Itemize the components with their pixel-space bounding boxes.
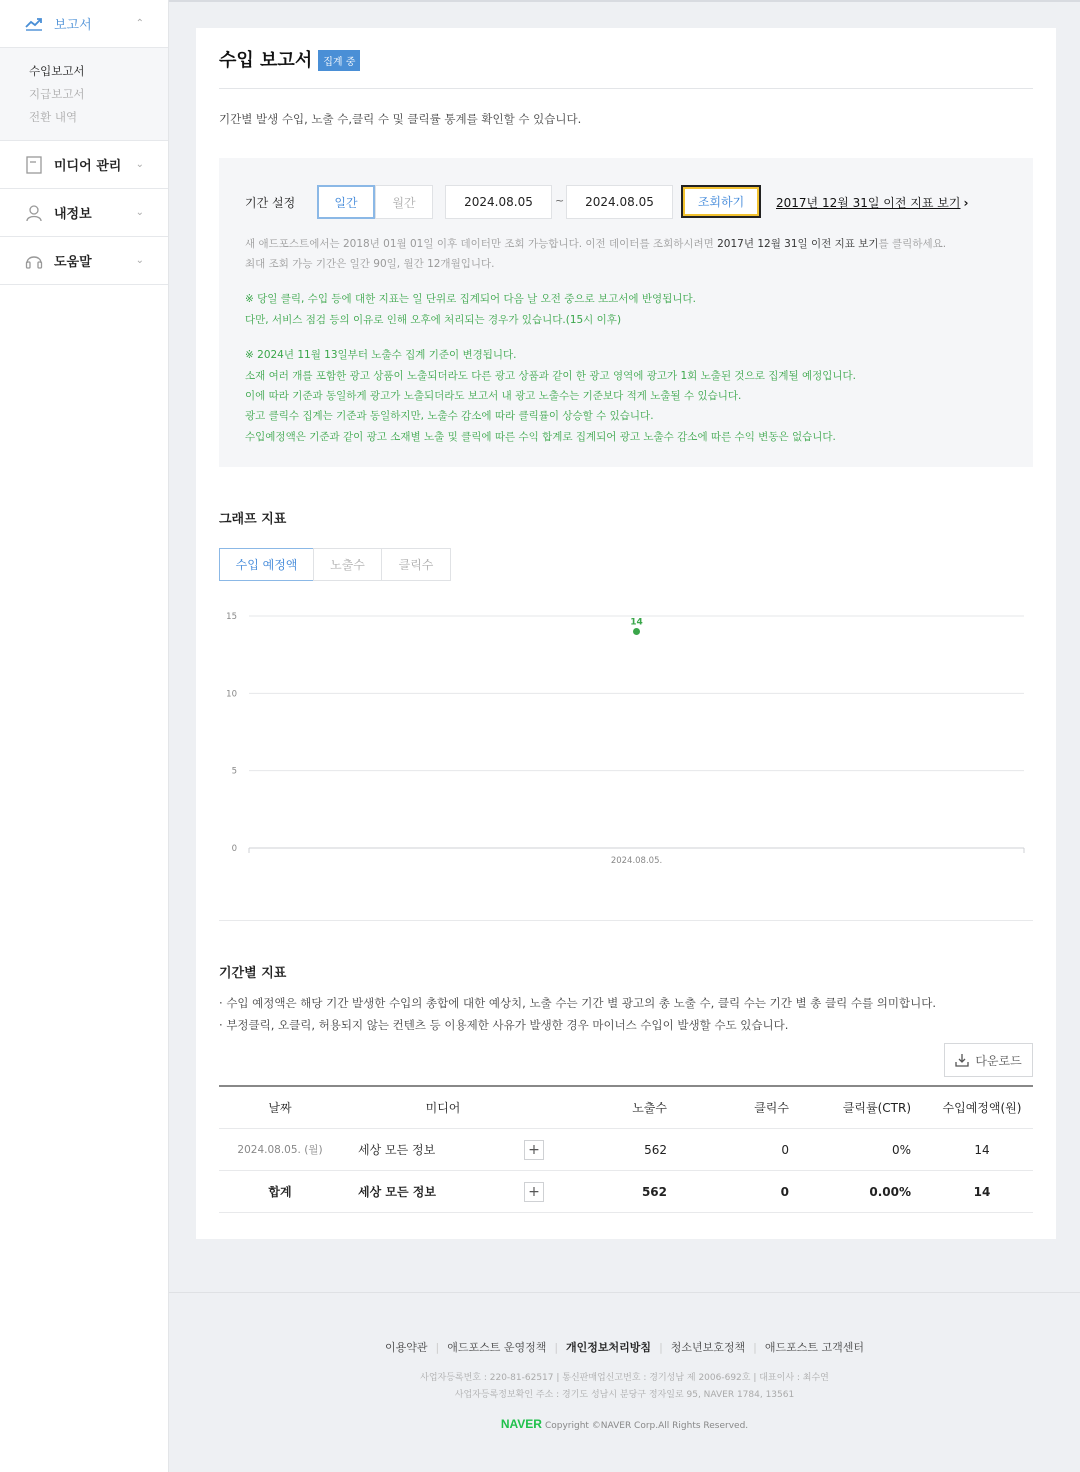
note-text: 새 애드포스트에서는 2018년 01월 01일 이후 데이터만 조회 가능합니다. 이전 데이터를 조회하시려면 [245,238,718,250]
cell-clicks: 0 [781,1142,789,1157]
col-header-media: 미디어 [425,1101,461,1115]
sidebar-item-label: 도움말 [54,255,92,270]
submenu-revenue-report[interactable]: 수입보고서 [29,64,85,78]
cell-ctr: 0% [891,1142,911,1157]
expand-plus-button[interactable]: + [524,1140,544,1160]
sidebar-item-help[interactable] [0,237,168,285]
cell-date: 2024.08.05. (월) [237,1144,323,1156]
revenue-chart [219,603,1033,873]
sidebar-item-label: 미디어 관리 [54,159,122,174]
period-section-title: 기간별 지표 [219,966,287,981]
naver-logo: NAVER [500,1417,542,1431]
cell-impressions: 562 [644,1142,667,1157]
sidebar-item-media[interactable] [0,141,168,189]
footer [169,1292,1080,1472]
report-submenu [0,48,168,141]
chevron-down-icon: ⌄ [135,255,144,266]
download-label: 다운로드 [975,1053,1022,1068]
footer-link-youth[interactable]: 청소년보호정책 [670,1341,746,1354]
cell-revenue: 14 [973,1184,991,1199]
footer-link-policy[interactable]: 애드포스트 운영정책 [447,1341,547,1354]
info-bullet: · 수입 예정액은 해당 기간 발생한 수입의 총합에 대한 예상치, 노출 수는 기간 별 광고의 총 노출 수, 클릭 수는 기간 별 총 클릭 수를 의미합니다. [219,996,937,1010]
title-divider [219,88,1033,89]
chevron-down-icon: ⌄ [135,159,144,170]
bullet-text: 부정클릭, 오클릭, 허용되지 않는 컨텐츠 등 이용제한 사유가 발생한 경우 마이너스 수입이 발생할 수도 있습니다. [226,1018,789,1032]
footer-link-privacy[interactable]: 개인정보처리방침 [566,1341,652,1354]
start-date-input[interactable]: 2024.08.05 [445,185,552,219]
daily-toggle-button[interactable]: 일간 [317,185,375,219]
submenu-payment-report[interactable]: 지급보고서 [29,87,85,101]
note-link-text: 2017년 12월 31일 이전 지표 보기 [717,238,879,250]
cell-media: 세상 모든 정보 [358,1143,436,1157]
info-note-data-range [245,234,946,255]
note-text: 를 클릭하세요. [878,238,947,250]
main-panel [196,28,1056,1239]
y-tick-label: 10 [226,689,237,700]
chevron-down-icon: ⌄ [135,207,144,218]
cell-total-label: 합계 [268,1185,292,1199]
col-header-ctr: 클릭률(CTR) [842,1101,911,1115]
prev-metrics-link[interactable] [776,194,968,211]
query-button[interactable]: 조회하기 [681,185,761,218]
cell-ctr: 0.00% [869,1184,911,1199]
notice-line: 소재 여러 개를 포함한 광고 상품이 노출되더라도 다른 광고 상품과 같이 한 광고 영역에 광고가 1회 노출된 것으로 집계될 예정입니다. [245,370,857,382]
x-tick-label: 2024.08.05. [610,856,663,866]
y-tick-label: 15 [226,612,237,622]
document-icon [24,155,44,175]
headset-icon [24,251,44,271]
sidebar-item-report[interactable] [0,0,168,48]
sidebar-item-label: 보고서 [54,18,92,33]
graph-section-title: 그래프 지표 [219,512,287,527]
footer-link-support[interactable]: 애드포스트 고객센터 [764,1341,865,1354]
data-label: 14 [630,617,643,628]
chevron-up-icon: ⌃ [135,18,144,29]
info-bullet: · 부정클릭, 오클릭, 허용되지 않는 컨텐츠 등 이용제한 사유가 발생한 경우 마이너스 수입이 발생할 수도 있습니다. [219,1018,789,1032]
tab-revenue[interactable]: 수입 예정액 [219,548,314,581]
col-header-date: 날짜 [268,1101,292,1115]
tab-clicks[interactable]: 클릭수 [381,548,451,581]
info-note-max-period: 최대 조회 가능 기간은 일간 90일, 월간 12개월입니다. [245,258,495,270]
date-range-tilde: ~ [555,194,565,207]
person-icon [24,203,44,223]
copyright [169,1417,1080,1431]
notice-line: ※ 당일 클릭, 수입 등에 대한 지표는 일 단위로 집계되어 다음 날 오전 중으로 보고서에 반영됩니다. [245,293,696,305]
col-header-clicks: 클릭수 [754,1101,789,1115]
sidebar-item-myinfo[interactable] [0,189,168,237]
notice-line: ※ 2024년 11월 13일부터 노출수 집계 기준이 변경됩니다. [245,349,517,361]
company-info-line: 사업자등록정보확인 주소 : 경기도 성남시 분당구 정자일로 95, NAVER 1784, 13561 [454,1390,795,1400]
notice-line: 수입예정액은 기준과 같이 광고 소재별 노출 및 클릭에 따른 수익 합계로 집계되어 광고 노출수 감소에 따른 수익 변동은 없습니다. [245,431,836,443]
table-header [219,1085,1033,1129]
tab-impressions[interactable]: 노출수 [313,548,382,581]
status-badge: 집계 중 [318,50,360,71]
end-date-input[interactable]: 2024.08.05 [566,185,673,219]
section-divider [219,920,1033,921]
table-total-row [219,1171,1033,1213]
copyright-text: Copyright ©NAVER Corp.All Rights Reserved. [544,1421,749,1431]
submenu-conversion-history[interactable]: 전환 내역 [29,110,78,124]
y-tick-label: 5 [231,766,237,777]
cell-clicks: 0 [780,1184,789,1199]
monthly-toggle-button[interactable]: 월간 [375,185,433,219]
period-label: 기간 설정 [245,196,296,210]
chart-trend-icon [24,14,44,34]
table-row [219,1129,1033,1171]
download-icon [955,1053,969,1067]
notice-line: 광고 클릭수 집계는 기준과 동일하지만, 노출수 감소에 따라 클릭률이 상승할 수 있습니다. [245,410,654,422]
notice-line: 이에 따라 기준과 동일하게 광고가 노출되더라도 보고서 내 광고 노출수는 기준보다 적게 노출될 수 있습니다. [245,390,742,402]
sidebar [0,0,169,1472]
cell-impressions: 562 [641,1184,667,1199]
company-info-line: 사업자등록번호 : 220-81-62517 | 통신판매업신고번호 : 경기성남 제 2006-692호 | 대표이사 : 최수연 [420,1373,829,1383]
expand-plus-button[interactable]: + [524,1182,544,1202]
footer-link-terms[interactable]: 이용약관 [384,1341,428,1354]
notice-line: 다만, 서비스 점검 등의 이유로 인해 오후에 처리되는 경우가 있습니다.(15시 이후) [245,314,622,326]
page-description: 기간별 발생 수입, 노출 수,클릭 수 및 클릭률 통계를 확인할 수 있습니다. [219,112,582,126]
data-point [633,628,640,635]
y-tick-label: 0 [231,844,237,854]
col-header-impressions: 노출수 [632,1101,667,1115]
col-header-revenue: 수입예정액(원) [942,1101,1022,1115]
sidebar-item-label: 내정보 [54,207,92,222]
period-filter-box [219,158,1033,467]
cell-revenue: 14 [974,1142,990,1157]
page-title: 수입 보고서 [219,50,313,71]
chevron-right-icon: › [963,196,969,210]
download-button[interactable] [944,1043,1033,1077]
title-row [219,46,360,72]
bullet-text: 수입 예정액은 해당 기간 발생한 수입의 총합에 대한 예상치, 노출 수는 기간 별 광고의 총 노출 수, 클릭 수는 기간 별 총 클릭 수를 의미합니다. [226,996,937,1010]
footer-links: 이용약관 | 애드포스트 운영정책 | 개인정보처리방침 | 청소년보호정책 | 애드포스트 고객센터 [384,1341,865,1354]
prev-metrics-link-label: 2017년 12월 31일 이전 지표 보기 [776,196,961,210]
top-border [169,0,1080,2]
period-table [219,1085,1033,1213]
cell-media: 세상 모든 정보 [358,1185,436,1199]
